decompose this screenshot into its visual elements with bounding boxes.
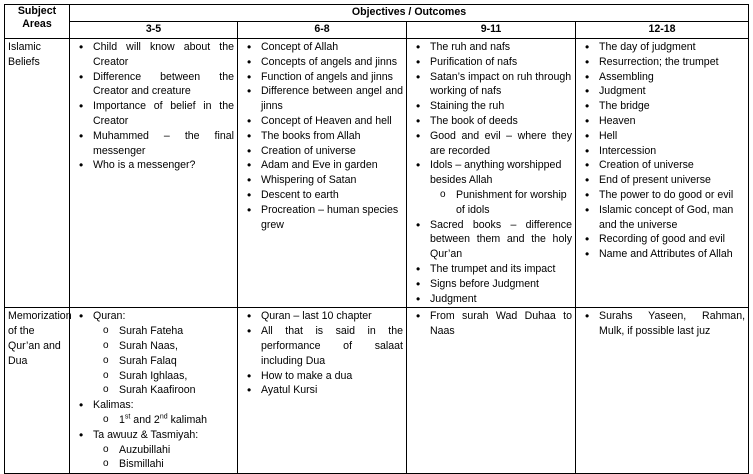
objectives-cell	[576, 39, 749, 308]
list-item: • Difference between angel and jinns	[241, 84, 403, 114]
list-item: • Child will know about the Creator	[73, 40, 234, 70]
list-item: • Intercession	[579, 144, 745, 159]
list-item: • The books from Allah	[241, 129, 403, 144]
objectives-header: Objectives / Outcomes	[70, 5, 749, 22]
list-item: • Resurrection; the trumpet	[579, 55, 745, 70]
list-item	[410, 158, 572, 217]
list-item-label: Kalimas:	[93, 399, 134, 412]
table-row	[5, 308, 749, 474]
list-item: • Good and evil – where they are recorded	[410, 129, 572, 159]
list-item: • Creation of universe	[241, 144, 403, 159]
sub-list-item: o Punishment for worship of idols	[430, 188, 572, 218]
age-group-header: 12-18	[576, 22, 749, 39]
sub-list-item: o 1st and 2nd kalimah	[93, 413, 234, 428]
subject-areas-header: Subject Areas	[5, 5, 70, 39]
list-item-label: Quran:	[93, 310, 126, 323]
list-item: • End of present universe	[579, 173, 745, 188]
list-item: • Signs before Judgment	[410, 277, 572, 292]
list-item: • Staining the ruh	[410, 99, 572, 114]
list-item-label: Ta awuuz & Tasmiyah:	[93, 428, 199, 441]
list-item: • The bridge	[579, 99, 745, 114]
list-item: • Heaven	[579, 114, 745, 129]
age-group-header: 6-8	[238, 22, 407, 39]
list-item: • Importance of belief in the Creator	[73, 99, 234, 129]
list-item: • The day of judgment	[579, 40, 745, 55]
list-item: • How to make a dua	[241, 369, 403, 384]
list-item: • Islamic concept of God, man and the universe	[579, 203, 745, 233]
sub-list-item: o Auzubillahi	[93, 443, 234, 458]
list-item: • Assembling	[579, 70, 745, 85]
sub-list-item: o Surah Kaafiroon	[93, 383, 234, 398]
subject-area-cell: Memorization of the Qur’an and Dua	[5, 308, 70, 474]
list-item	[73, 309, 234, 398]
list-item: • Concept of Heaven and hell	[241, 114, 403, 129]
sub-list-item: o Surah Ighlaas,	[93, 369, 234, 384]
subject-area-cell: Islamic Beliefs	[5, 39, 70, 308]
objectives-cell	[70, 308, 238, 474]
list-item: • Surahs Yaseen, Rahman, Mulk, if possible last juz	[579, 309, 745, 339]
curriculum-table	[4, 4, 749, 474]
list-item: • Muhammed – the final messenger	[73, 129, 234, 159]
list-item: • The book of deeds	[410, 114, 572, 129]
list-item: • Judgment	[579, 84, 745, 99]
list-item	[73, 398, 234, 428]
list-item: • Name and Attributes of Allah	[579, 247, 745, 262]
list-item: • Sacred books – difference between them and the holy Qur’an	[410, 218, 572, 262]
list-item: • Ayatul Kursi	[241, 383, 403, 398]
list-item: • Whispering of Satan	[241, 173, 403, 188]
list-item: • Concepts of angels and jinns	[241, 55, 403, 70]
list-item: • Creation of universe	[579, 158, 745, 173]
objectives-cell	[238, 308, 407, 474]
list-item	[73, 428, 234, 472]
list-item: • Concept of Allah	[241, 40, 403, 55]
list-item: • Function of angels and jinns	[241, 70, 403, 85]
list-item: • Recording of good and evil	[579, 232, 745, 247]
sub-list-item: o Bismillahi	[93, 457, 234, 472]
list-item: • Purification of nafs	[410, 55, 572, 70]
list-item: • Quran – last 10 chapter	[241, 309, 403, 324]
objectives-cell	[407, 39, 576, 308]
sub-list-item: o Surah Falaq	[93, 354, 234, 369]
age-group-header: 9-11	[407, 22, 576, 39]
list-item: • Difference between the Creator and creature	[73, 70, 234, 100]
objectives-cell	[576, 308, 749, 474]
list-item: • The trumpet and its impact	[410, 262, 572, 277]
list-item-label: Idols – anything worshipped besides Allah	[430, 159, 562, 187]
list-item: • The power to do good or evil	[579, 188, 745, 203]
sub-list-item: o Surah Naas,	[93, 339, 234, 354]
list-item: • Judgment	[410, 292, 572, 307]
objectives-cell	[70, 39, 238, 308]
list-item: • Descent to earth	[241, 188, 403, 203]
list-item: • Satan’s impact on ruh through working of nafs	[410, 70, 572, 100]
list-item: • From surah Wad Duhaa to Naas	[410, 309, 572, 339]
list-item: • Who is a messenger?	[73, 158, 234, 173]
list-item: • All that is said in the performance of salaat including Dua	[241, 324, 403, 368]
age-group-header: 3-5	[70, 22, 238, 39]
sub-list-item: o Surah Fateha	[93, 324, 234, 339]
table-row	[5, 39, 749, 308]
list-item: • Procreation – human species grew	[241, 203, 403, 233]
objectives-cell	[238, 39, 407, 308]
list-item: • Hell	[579, 129, 745, 144]
objectives-cell	[407, 308, 576, 474]
list-item: • Adam and Eve in garden	[241, 158, 403, 173]
list-item: • The ruh and nafs	[410, 40, 572, 55]
